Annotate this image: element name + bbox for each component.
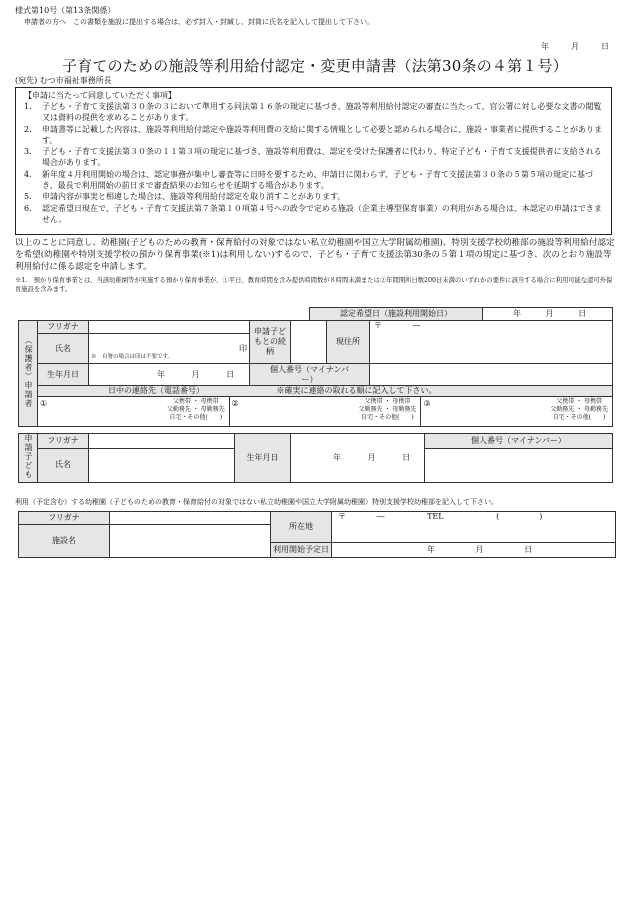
contact-slot-1[interactable] (38, 397, 230, 426)
contact-option[interactable]: 自宅・その他( ) (552, 414, 606, 421)
contact-label: 日中の連絡先（電話番号） (108, 386, 204, 395)
notice-text: 認定希望日現在で、子ども・子育て支援法第７条第１０項第４号への政令で定める施設（企業主導型保育事業）の利用がある場合は、本認定の申請はできません。 (42, 203, 602, 224)
mynumber-label: 個人番号（マイナンバー） (250, 364, 370, 386)
certification-date-field[interactable] (483, 308, 613, 321)
facility-name-label: 施設名 (19, 525, 110, 558)
certification-date-table (309, 307, 613, 321)
birth-year: 年 (157, 369, 165, 379)
date-month-label: 月 (571, 42, 579, 51)
addressee: (宛先) むつ市福祉事務所長 (15, 76, 112, 85)
submit-instruction: 申請者の方へ この書類を施設に提出する場合は、必ず封入・封緘し、封筒に氏名を記入して提出して下さい。 (24, 18, 374, 26)
notice-num: 5. (24, 192, 32, 202)
contact-option[interactable]: 父勤務先 ・ 母勤務先 (550, 406, 609, 413)
relationship-field[interactable] (291, 321, 327, 364)
cert-month: 月 (545, 309, 554, 318)
child-furigana-field[interactable] (89, 434, 235, 449)
contact-slot-number: ③ (423, 399, 431, 408)
guardian-label: （保護者）申請者 (19, 321, 38, 427)
facility-furigana-label: フリガナ (19, 512, 110, 525)
notice-item (24, 101, 603, 124)
contact-option[interactable]: 父勤務先 ・ 母勤務先 (166, 406, 225, 413)
applicant-table (18, 320, 613, 427)
facility-furigana-field[interactable] (110, 512, 271, 525)
notice-item (24, 146, 603, 169)
date-day-label: 日 (601, 42, 609, 51)
contact-slots (38, 397, 613, 427)
notice-list (24, 101, 603, 225)
notice-heading: 【申請に当たって同意していただく事項】 (24, 91, 176, 100)
address-field[interactable] (370, 321, 613, 364)
facility-tel-parens: ( ) (496, 512, 543, 521)
notice-item (24, 169, 603, 192)
contact-option[interactable]: 自宅・その他( ) (361, 414, 414, 421)
contact-slot-number: ② (231, 399, 239, 408)
facility-location-field[interactable] (332, 512, 616, 543)
postal-dash: ― (412, 321, 421, 330)
child-label: 申請子ども (19, 434, 38, 483)
start-year: 年 (427, 545, 435, 554)
consent-notice-box (15, 87, 612, 235)
birth-month: 月 (191, 369, 200, 379)
notice-num: 2. (24, 124, 32, 134)
start-date-field[interactable] (332, 543, 616, 558)
notice-item (24, 203, 603, 226)
facility-postal-dash: ― (376, 512, 385, 521)
notice-item (24, 191, 603, 202)
form-number: 様式第10号（第13条関係） (15, 6, 116, 15)
facility-location-label: 所在地 (271, 512, 332, 543)
contact-slot-2[interactable] (230, 397, 422, 426)
page-title: 子育てのための施設等利用給付認定・変更申請書（法第30条の４第１号） (62, 57, 568, 75)
birth-day: 日 (226, 369, 235, 379)
notice-text: 新年度４月利用開始の場合は、認定事務が集中し審査等に日時を要するため、申請日に関わらず、子ども・子育て支援法第３０条の５第５項の規定に基づき、最長で利用開始の前日まで審査結果のお知らせを延期する場合があります。 (42, 169, 594, 191)
contact-option[interactable]: 父携帯 ・ 母携帯 (172, 398, 219, 405)
date-year-label: 年 (541, 42, 549, 51)
seal-mark: 印 (239, 344, 247, 353)
notice-text: 子ども・子育て支援法第３０条の３において準用する同法第１６条の規定に基づき、施設等利用給付認定の審査に当たって、官公署に対し必要な文書の閲覧又は資料の提供を求めることがあります。 (42, 102, 602, 123)
cert-year: 年 (513, 309, 521, 318)
seal-note: ※ 自署の場合は印は不要です。 (91, 354, 174, 360)
start-day: 日 (524, 545, 533, 554)
start-month: 月 (475, 545, 484, 554)
notice-text: 申請書等に記載した内容は、施設等利用給付認定や施設等利用費の支給に関する情報として必要と認められる場合に、施設・事業者に提供することがあります。 (42, 124, 602, 145)
contact-slot-number: ① (40, 399, 48, 408)
facility-lead-text: 利用（予定含む）する幼稚園（子どものための教育・保育給付の対象ではない私立幼稚園や国立大学附属幼稚園）特別支援学校幼稚部を記入して下さい。 (15, 498, 498, 506)
contact-option[interactable]: 父携帯 ・ 母携帯 (364, 398, 411, 405)
cert-day: 日 (578, 309, 587, 318)
contact-option[interactable]: 自宅・その他( ) (169, 414, 223, 421)
guardian-furigana-field[interactable] (89, 321, 250, 334)
footnote: ※1. 預かり保育事業とは、当該幼稚園等が実施する預かり保育事業が、①平日、教育時間を含み提供時間数が８時間未満または②年間開所日数200日未満のいずれかの要件に該当する場合に利用可能な認可外保育施設を含みます。 (15, 277, 613, 293)
notice-num: 6. (24, 203, 32, 213)
guardian-name-field[interactable] (89, 334, 250, 364)
notice-item (24, 124, 603, 147)
child-table (18, 433, 613, 483)
guardian-mynumber-field[interactable] (370, 364, 613, 386)
postal-mark: 〒 (374, 321, 382, 330)
contact-option[interactable]: 父勤務先 ・ 母勤務先 (358, 406, 417, 413)
certification-date-label: 認定希望日（施設利用開始日） (310, 308, 483, 321)
notice-text: 子ども・子育て支援法第３０条の１１第３項の規定に基づき、施設等利用費は、認定を受けた保護者に代わり、特定子ども・子育て支援提供者に支給される場合があります。 (42, 147, 602, 168)
child-birth-day: 日 (402, 453, 411, 462)
child-name-field[interactable] (89, 448, 235, 482)
furigana-label: フリガナ (38, 321, 89, 334)
contact-option[interactable]: 父携帯 ・ 母携帯 (556, 398, 603, 405)
facility-tel-label: TEL (427, 512, 444, 521)
notice-text: 申請内容が事実と相違した場合は、施設等利用給付認定を取り消すことがあります。 (42, 192, 346, 202)
facility-name-field[interactable] (110, 525, 271, 558)
name-label: 氏名 (38, 334, 89, 364)
child-birthdate-field[interactable] (291, 434, 425, 483)
contact-header (38, 386, 613, 397)
facility-table (18, 511, 616, 558)
notice-num: 4. (24, 169, 32, 179)
contact-slot-3[interactable] (421, 397, 612, 426)
facility-postal-mark: 〒 (338, 512, 346, 521)
child-mynumber-label: 個人番号（マイナンバー） (425, 434, 613, 449)
child-birth-month: 月 (367, 453, 376, 462)
child-birth-year: 年 (333, 453, 341, 462)
relationship-label: 申請子どもとの続柄 (250, 321, 291, 364)
notice-num: 1. (24, 102, 32, 111)
child-birthdate-label: 生年月日 (235, 434, 291, 483)
birthdate-label: 生年月日 (38, 364, 89, 386)
consent-statement: 以上のことに同意し、幼稚園(子どものための教育・保育給付の対象ではない私立幼稚園や国立大学附属幼稚園)、特別支援学校幼稚部の施設等利用給付認定を希望(幼稚園や特別支援学校の預かり保育事業(※1)は利用しない)するので、子ども・子育て支援法第30条の５第１項の規定に基づき、次のとおり施設等利用給付に係る認定を申請します。 (15, 238, 615, 273)
guardian-birthdate-field[interactable] (89, 364, 250, 386)
child-name-label: 氏名 (38, 448, 89, 482)
child-mynumber-field[interactable] (425, 448, 613, 482)
notice-num: 3. (24, 147, 32, 157)
start-date-label: 利用開始予定日 (271, 543, 332, 558)
contact-note: ※確実に連絡の取れる順に記入して下さい。 (276, 386, 437, 395)
child-furigana-label: フリガナ (38, 434, 89, 449)
address-label: 現住所 (327, 321, 370, 364)
